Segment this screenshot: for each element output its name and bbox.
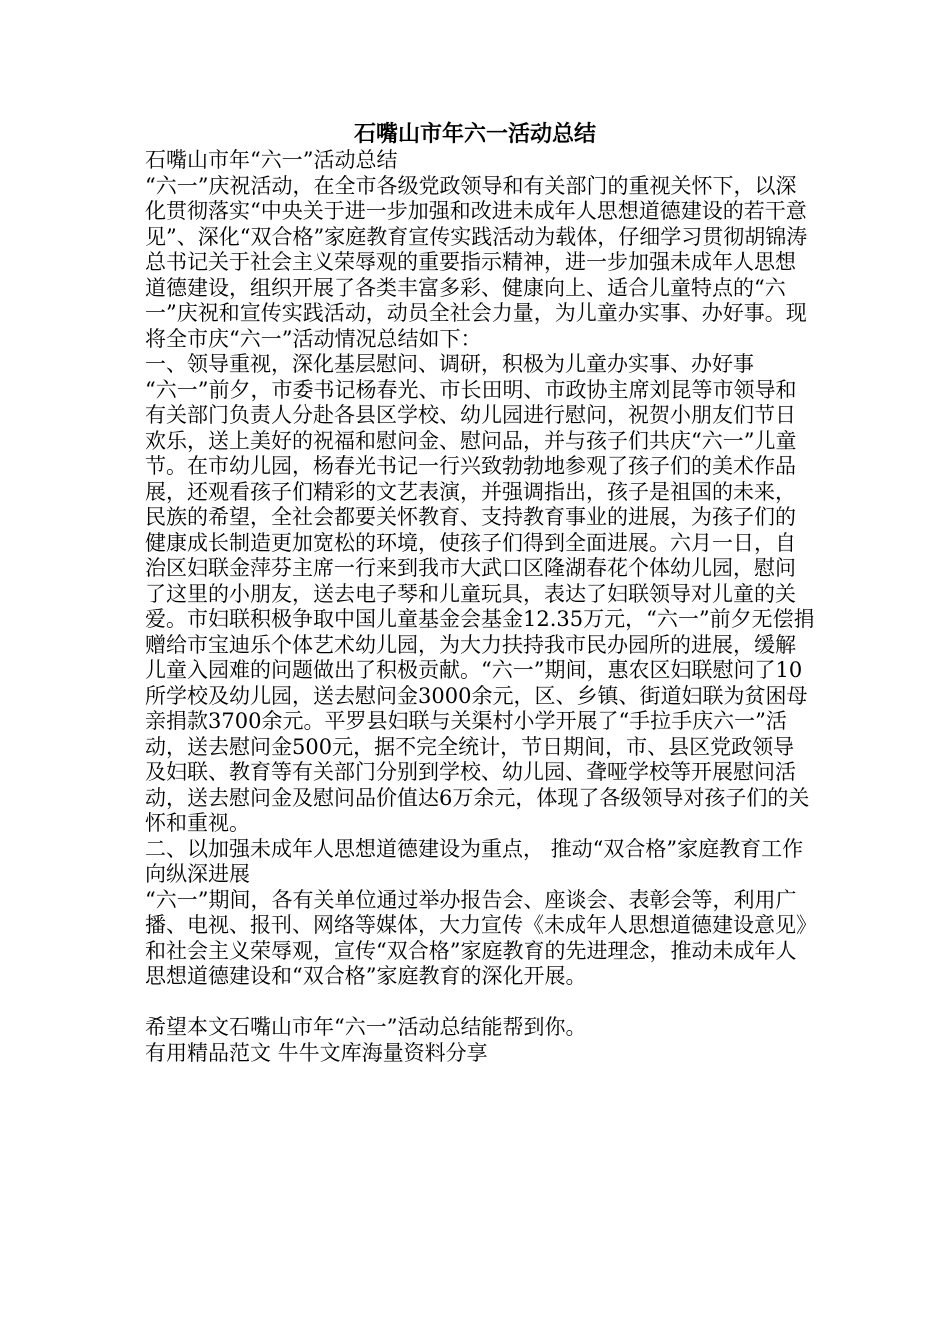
section-2-heading: 二、以加强未成年人思想道德建设为重点， 推动“双合格”家庭教育工作向纵深进展 — [145, 836, 804, 886]
section-1-paragraph: “六一”前夕，市委书记杨春光、市长田明、市政协主席刘昆等市领导和有关部门负责人分赴各县区学校、幼儿园进行慰问，祝贺小朋友们节日欢乐，送上美好的祝福和慰问金、慰问品，并与孩子们共庆“六一”儿童节。在市幼儿园，杨春光书记一行兴致勃勃地参观了孩子们的美术作品展，还观看孩子们精彩的文艺表演，并强调指出，孩子是祖国的未来，民族的希望，全社会都要关怀教育、支持教育事业的进展，为孩子们的健康成长制造更加宽松的环境，使孩子们得到全面进展。六月一日，自治区妇联金萍芬主席一行来到我市大武口区隆湖春花个体幼儿园，慰问了这里的小朋友，送去电子琴和儿童玩具，表达了妇联领导对儿童的关爱。市妇联积极争取中国儿童基金会基金12.35万元，“六一”前夕无偿捐赠给市宝迪乐个体艺术幼儿园，为大力扶持我市民办园所的进展，缓解儿童入园难的问题做出了积极贡献。“六一”期间，惠农区妇联慰问了10所学校及幼儿园，送去慰问金3000余元，区、乡镇、街道妇联为贫困母亲捐款3700余元。平罗县妇联与关渠村小学开展了“手拉手庆六一”活动，送去慰问金500元，据不完全统计，节日期间，市、县区党政领导及妇联、教育等有关部门分别到学校、幼儿园、聋哑学校等开展慰问活动，送去慰问金及慰问品价值达6万余元，体现了各级领导对孩子们的关怀和重视。 — [145, 377, 815, 835]
document-subtitle: 石嘴山市年“六一”活动总结 — [145, 148, 398, 172]
section-2-paragraph: “六一”期间，各有关单位通过举办报告会、座谈会、表彰会等，利用广播、电视、报刊、网络等媒体，大力宣传《未成年人思想道德建设意见》和社会主义荣辱观，宣传“双合格”家庭教育的先进理念，推动未成年人思想道德建设和“双合格”家庭教育的深化开展。 — [145, 887, 807, 988]
closing-line: 希望本文石嘴山市年“六一”活动总结能帮到你。 — [145, 1015, 587, 1039]
document-title: 石嘴山市年六一活动总结 — [353, 122, 596, 147]
footer-line: 有用精品范文 牛牛文库海量资料分享 — [145, 1040, 488, 1065]
blank-line — [145, 990, 815, 1016]
intro-paragraph: “六一”庆祝活动，在全市各级党政领导和有关部门的重视关怀下，以深化贯彻落实“中央关于进一步加强和改进未成年人思想道德建设的若干意见”、深化“双合格”家庭教育宣传实践活动为载体，仔细学习贯彻胡锦涛总书记关于社会主义荣辱观的重要指示精神，进一步加强未成年人思想道德建设，组织开展了各类丰富多彩、健康向上、适合儿童特点的“六一”庆祝和宣传实践活动，动员全社会力量，为儿童办实事、办好事。现将全市庆“六一”活动情况总结如下： — [145, 173, 808, 351]
section-1-heading: 一、领导重视，深化基层慰问、调研，积极为儿童办实事、办好事 — [145, 352, 754, 376]
document-body — [145, 148, 815, 1066]
